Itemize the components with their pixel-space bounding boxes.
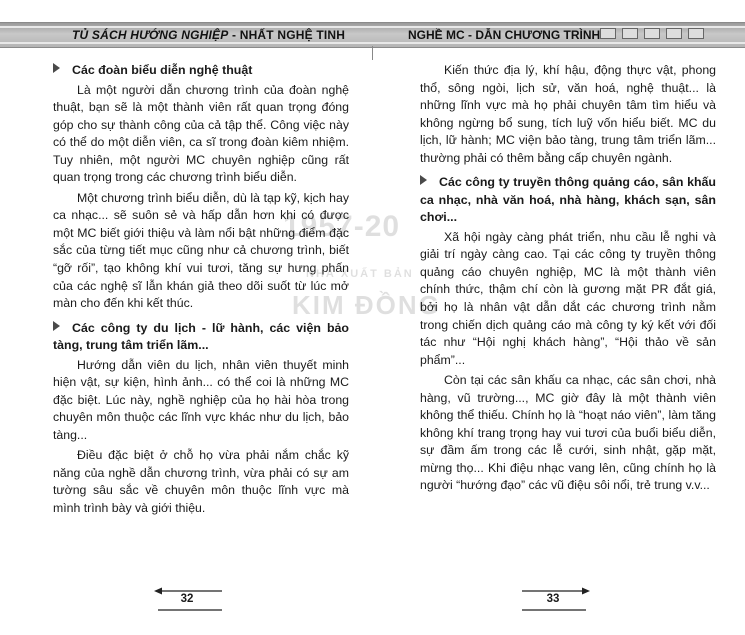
watermark-publisher-line2: KIM ĐỒNG (292, 290, 441, 320)
header-stripe (0, 42, 745, 44)
page-number-right: 33 (546, 593, 560, 605)
paragraph: Hướng dẫn viên du lịch, nhân viên thuyết minh hiện vật, sự kiện, hình ảnh... có thể coi là những MC đặc biệt. Lúc này, nghề nghiệp của họ hài hòa trong chuyên môn thuộc các lĩnh vực khác như du lịch, bảo tàng... (53, 357, 349, 442)
series-title (72, 28, 345, 42)
paragraph: Xã hội ngày càng phát triển, nhu cầu lễ nghi và giải trí ngày càng cao. Tại các công ty truyền thông quảng cáo chuyên nghiệp, MC là một thành viên chính thức, thậm chí còn là gương mặt PR đắt giá, bởi họ là nhân vật dẫn dắt các chương trình nằm trong chiến dịch quảng cáo mà công ty ký kết với đối tác như “Hội nghị khách hàng”, “Hội thảo về sản phẩm”... (420, 229, 716, 367)
right-page-column (420, 62, 716, 498)
triangle-bullet-icon (53, 63, 60, 73)
section-heading: Các công ty truyền thông quảng cáo, sân khấu ca nhạc, nhà văn hoá, nhà hàng, khách sạn, sân chơi... (420, 175, 716, 225)
series-name: TỦ SÁCH HƯỚNG NGHIỆP (72, 28, 229, 42)
section-heading: Các công ty du lịch - lữ hành, các viện bảo tàng, trung tâm triển lãm... (53, 320, 349, 353)
paragraph: Là một người dẫn chương trình của đoàn nghệ thuật, bạn sẽ là một thành viên rất quan trọng đóng góp cho sự thành công của cả tập thể. Công việc này có thể do một diễn viên, ca sĩ trong đoàn kiêm nhiệm. Tuy nhiên, một người MC chuyên nghiệp cũng rất quan trọng trong các chương trình biểu diễn. (53, 82, 349, 185)
watermark-publisher-line1: NHÀ XUẤT BẢN (306, 268, 414, 280)
section-heading: Các đoàn biểu diễn nghệ thuật (53, 62, 349, 80)
book-title: NGHỀ MC - DẪN CHƯƠNG TRÌNH (408, 28, 601, 42)
paragraph: Một chương trình biểu diễn, dù là tạp kỹ, kịch hay ca nhạc... sẽ suôn sẻ và hấp dẫn hơn khi có được một MC biết giới thiệu và làm nổi bật những điểm đặc sắc của từng tiết mục cũng như cả chương trình, biết “gỡ rối”, tạo không khí vui tươi, tăng sự hưng phấn của các nghệ sĩ lẫn khán giả theo dõi suốt từ lúc mở màn cho đến khi kết thúc. (53, 190, 349, 311)
triangle-bullet-icon (53, 321, 60, 331)
left-page-column (53, 62, 349, 521)
page-number-left: 32 (180, 593, 194, 605)
spine-divider (372, 46, 373, 60)
header-decoration (600, 28, 704, 39)
paragraph: Còn tại các sân khấu ca nhạc, các sân chơi, nhà hàng, vũ trường..., MC giờ đây là một thành viên không thể thiếu. Chính họ là “hoạt náo viên”, làm tăng không khí trang trọng hay vui tươi của buổi biểu diễn, sự đầm ấm trong các lễ cưới, sinh nhật, gặp mặt, mừng thọ... Khi điệu nhạc vang lên, cũng chính họ là người “hướng đạo” các vũ điệu sôi nổi, trẻ trung v.v... (420, 373, 716, 493)
series-subtitle: - NHẤT NGHỆ TINH (228, 28, 346, 42)
watermark-years: 1957-20 (283, 210, 401, 243)
paragraph: Kiến thức địa lý, khí hậu, động thực vật, phong thổ, sông ngòi, lịch sử, văn hoá, nghệ thuật... là những lĩnh vực mà họ phải chuyên tâm tìm hiểu và không ngừng bổ sung, tích luỹ vốn hiểu biết. MC du lịch, lữ hành; MC viện bảo tàng, trung tâm triển lãm... thường phải có thêm bằng cấp chuyên ngành. (420, 63, 716, 165)
triangle-bullet-icon (420, 175, 427, 185)
paragraph: Điều đặc biệt ở chỗ họ vừa phải nắm chắc kỹ năng của nghề dẫn chương trình, vừa phải có sự am tường sâu sắc về chuyên môn thuộc lĩnh vực mà mình trình bày và giới thiệu. (53, 448, 349, 515)
